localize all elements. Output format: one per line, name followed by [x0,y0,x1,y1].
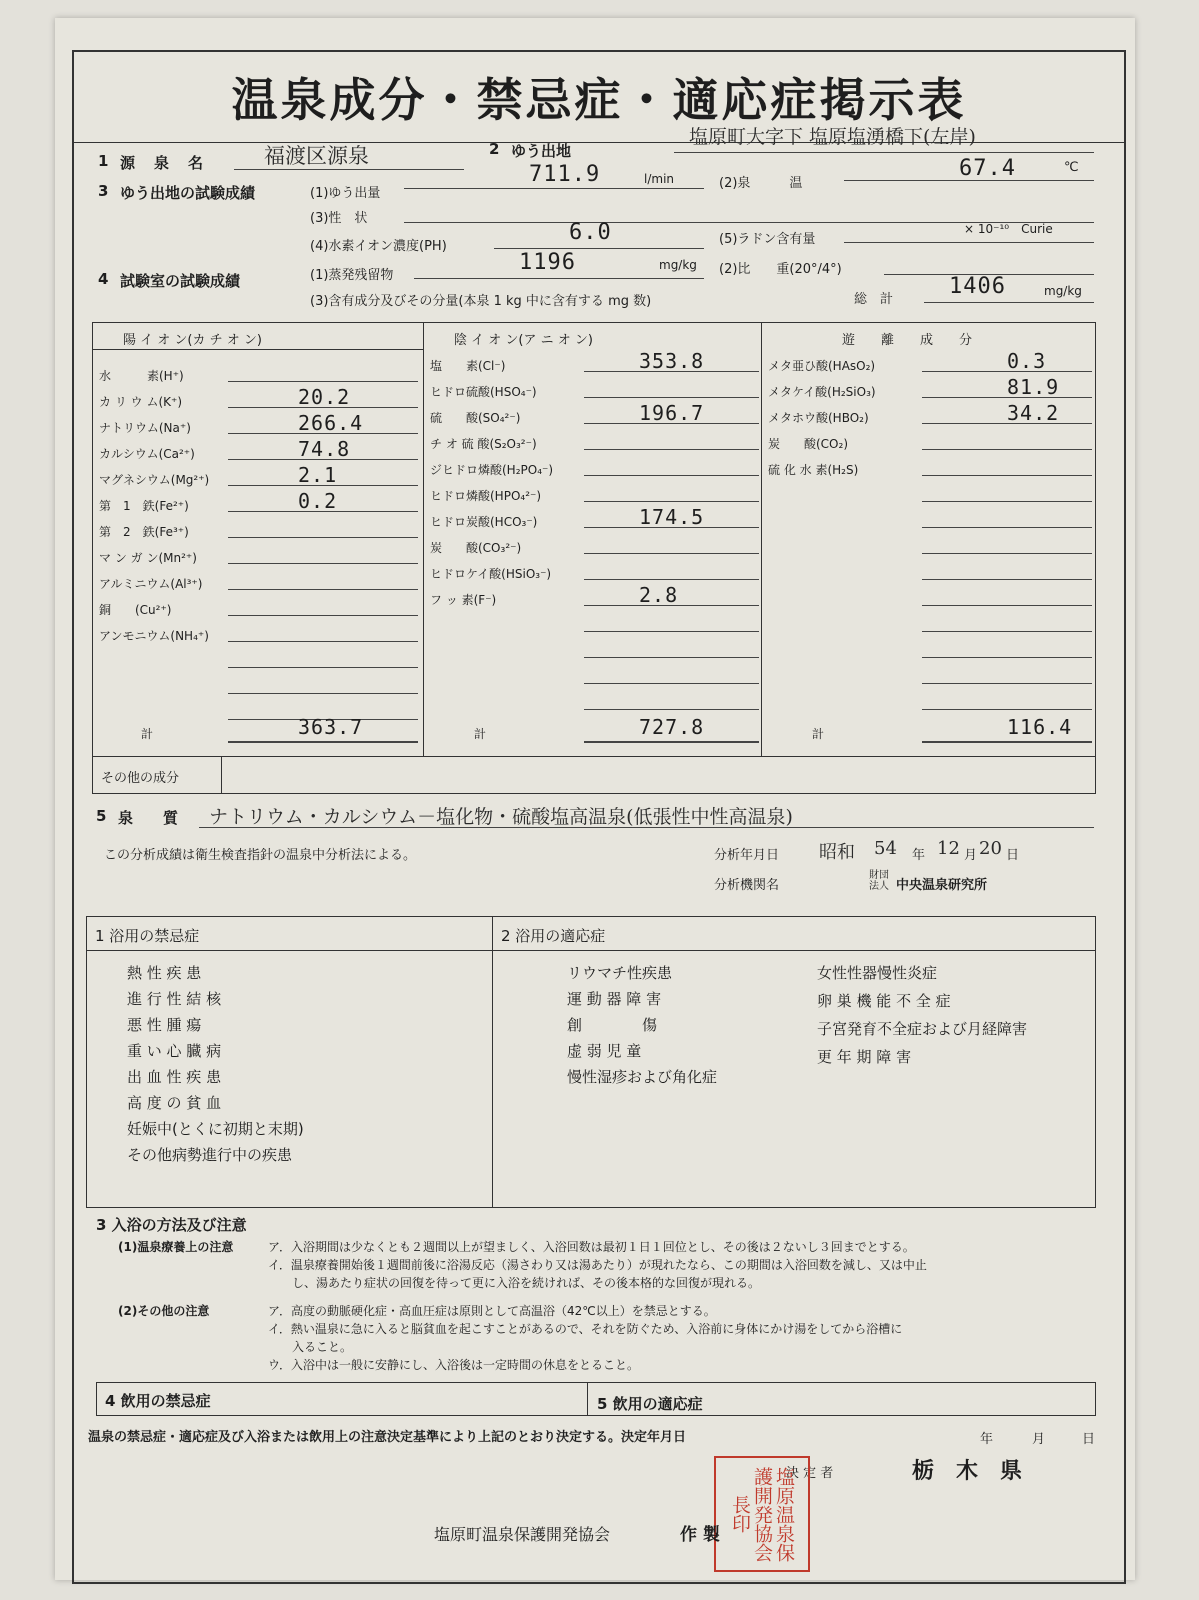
ion-underline [922,579,1092,580]
ion-underline [584,527,759,528]
ion-underline [228,641,418,642]
ion-name: 第 1 鉄(Fe²⁺) [99,499,189,513]
s4-num: 4 [98,270,109,288]
ion-total-value: 363.7 [298,715,364,739]
ion-underline [228,459,418,460]
prop-label: (3)性 状 [310,211,368,226]
ion-underline [228,485,418,486]
s5-label: 泉 質 [118,809,179,827]
indic-col1-item: 慢性湿疹および角化症 [567,1068,718,1086]
text-line: 入ること。 [268,1340,353,1354]
ion-name: メタケイ酸(H₂SiO₃) [768,385,876,399]
contra-list-item: 出 血 性 疾 患 [127,1068,222,1086]
ion-col-header: 遊 離 成 分 [842,333,973,348]
ion-underline [922,605,1092,606]
total-value: 1406 [949,274,1006,299]
ion-name: カ リ ウ ム(K⁺) [99,395,183,409]
association-seal: 塩原温泉保護開発協会長印 [714,1456,810,1572]
ion-underline [584,423,759,424]
contra-list-item: 高 度 の 貧 血 [127,1094,222,1112]
cation-column [93,323,423,756]
ion-underline [228,589,418,590]
header-divider [93,349,423,350]
bathing-sub2-text [268,1302,902,1374]
s2-num: 2 [489,140,500,158]
ion-value: 2.1 [298,463,338,487]
decision-day: 日 [1082,1432,1096,1447]
text-line: ア．高度の動脈硬化症・高血圧症は原則として高温浴（42℃以上）を禁忌とする。 [268,1304,716,1318]
year-char: 年 [912,848,926,863]
ion-underline [922,709,1092,710]
ion-underline [584,579,759,580]
ion-underline [922,449,1092,450]
ion-value: 353.8 [639,349,705,373]
ion-name: ナトリウム(Na⁺) [99,421,191,435]
ion-col-header: 陰 イ オ ン(ア ニ オ ン) [454,333,593,348]
s3-label: ゆう出地の試験成績 [120,184,256,202]
ion-value: 81.9 [1007,375,1060,399]
contra-list-item: 熱 性 疾 患 [127,964,202,982]
location: 塩原町大字下 塩原塩湧橋下(左岸) [689,126,976,148]
bathing-sub2: (2)その他の注意 [118,1304,210,1318]
indic-header: 2 浴用の適応症 [501,927,606,945]
s1-num: 1 [98,152,109,170]
ion-total-value: 116.4 [1007,715,1073,739]
content-label: (3)含有成分及びその分量(本泉 1 kg 中に含有する mg 数) [310,294,652,309]
contra-list-item: 悪 性 腫 瘍 [127,1016,202,1034]
ion-value: 266.4 [298,411,364,435]
radon-label: (5)ラドン含有量 [719,232,816,247]
drink-indic: 5 飲用の適応症 [597,1395,703,1413]
text-line: イ．温泉療養開始後１週間前後に浴湯反応（湯さわり又は湯あたり）が現れたなら、この期間は入浴回数を減し、又は中止 [268,1258,927,1272]
sg-label: (2)比 重(20°/4°) [719,262,842,277]
ion-underline [922,397,1092,398]
analysis-era: 昭和 [819,842,855,863]
drink-contra: 4 飲用の禁忌症 [105,1392,211,1410]
ion-name: マ ン ガ ン(Mn²⁺) [99,551,197,565]
decision-year: 年 [980,1432,994,1447]
anion-column [424,323,761,756]
total-label: 総 計 [854,292,894,307]
ion-name: メタ亜ひ酸(HAsO₂) [768,359,876,373]
bathing-indications-box [86,916,1096,1208]
decider-label: 決 定 者 [786,1466,834,1481]
ion-underline [228,407,418,408]
ion-name: 塩 素(Cl⁻) [430,359,506,373]
radon-unit: × 10⁻¹⁰ Curie [964,222,1053,236]
ion-underline [584,657,759,658]
decider: 栃 木 県 [912,1459,1023,1484]
ion-underline [922,631,1092,632]
ion-name: アンモニウム(NH₄⁺) [99,629,209,643]
ion-total-underline [922,741,1092,743]
temp-unit: ℃ [1064,160,1079,175]
ion-underline [584,709,759,710]
maker-suffix: 作 製 [680,1525,720,1545]
ion-name: 硫 化 水 素(H₂S) [768,463,859,477]
flow-value: 711.9 [529,162,601,187]
ion-name: ヒドロ炭酸(HCO₃⁻) [430,515,538,529]
lab-name: 中央温泉研究所 [896,878,988,893]
ph-value: 6.0 [569,220,612,245]
s4-label: 試験室の試験成績 [120,272,241,290]
ion-name: ヒドロ硫酸(HSO₄⁻) [430,385,537,399]
flow-label: (1)ゆう出量 [310,186,381,201]
lab-prefix: 財団 法人 [869,870,889,892]
analysis-month: 12 [937,838,960,859]
ion-underline [584,683,759,684]
free-column [762,323,1095,756]
ion-underline [922,475,1092,476]
flow-unit: l/min [644,172,675,186]
bathing-header: 3 入浴の方法及び注意 [96,1216,247,1234]
ion-underline [922,657,1092,658]
contra-list-item: 重 い 心 臓 病 [127,1042,222,1060]
ion-underline [228,537,418,538]
maker: 塩原町温泉保護開発協会 [434,1525,611,1544]
ion-value: 174.5 [639,505,705,529]
ion-value: 0.2 [298,489,338,513]
notice-sheet [55,18,1135,1580]
day-char: 日 [1006,848,1020,863]
contra-list-item: その他病勢進行中の疾患 [127,1146,293,1164]
ion-underline [922,527,1092,528]
ion-underline [922,553,1092,554]
ion-table [92,322,1096,794]
ph-label: (4)水素イオン濃度(PH) [310,239,447,254]
indic-col2-item: 卵 巣 機 能 不 全 症 [817,992,951,1010]
ion-underline [228,563,418,564]
ion-total-label: 計 [812,727,825,741]
ion-value: 2.8 [639,583,679,607]
ion-name: 硫 酸(SO₄²⁻) [430,411,521,425]
ion-underline [584,449,759,450]
ion-name: 第 2 鉄(Fe³⁺) [99,525,189,539]
ion-name: カルシウム(Ca²⁺) [99,447,195,461]
month-char: 月 [964,848,978,863]
page-title: 温泉成分・禁忌症・適応症掲示表 [231,73,967,127]
ion-underline [228,615,418,616]
ion-value: 196.7 [639,401,705,425]
ion-underline [922,683,1092,684]
ion-underline [922,501,1092,502]
ion-name: メタホウ酸(HBO₂) [768,411,869,425]
bathing-sub1: (1)温泉療養上の注意 [118,1240,234,1254]
indic-col1-item: 虚 弱 児 童 [567,1042,642,1060]
lab-label: 分析機関名 [714,878,780,893]
ion-underline [228,693,418,694]
contra-list-item: 進 行 性 結 核 [127,990,222,1008]
ion-underline [922,371,1092,372]
bathing-sub1-text [268,1238,927,1292]
analysis-date-label: 分析年月日 [714,848,780,863]
ion-name: マグネシウム(Mg²⁺) [99,473,210,487]
ion-underline [228,433,418,434]
ion-total-value: 727.8 [639,715,705,739]
residue-label: (1)蒸発残留物 [310,268,394,283]
temp-value: 67.4 [959,156,1016,181]
ion-value: 20.2 [298,385,351,409]
ion-underline [584,553,759,554]
residue-unit: mg/kg [659,258,697,272]
indic-col1-item: リウマチ性疾患 [567,964,673,982]
analysis-note: この分析成績は衛生検査指針の温泉中分析法による。 [104,848,417,863]
text-line: イ．熱い温泉に急に入ると脳貧血を起こすことがあるので、それを防ぐため、入浴前に身体にかけ湯をしてから浴槽に [268,1322,903,1336]
ion-name: フ ッ 素(F⁻) [430,593,497,607]
indic-col2-item: 子宮発育不全症および月経障害 [817,1020,1028,1038]
ion-underline [584,371,759,372]
other-components-label: その他の成分 [101,771,180,786]
analysis-year: 54 [874,838,897,859]
indic-col1-item: 運 動 器 障 害 [567,990,662,1008]
contra-header: 1 浴用の禁忌症 [95,927,200,945]
ion-total-underline [584,741,759,743]
spring-quality: ナトリウム・カルシウム－塩化物・硫酸塩高温泉(低張性中性高温泉) [209,806,793,828]
ion-underline [228,667,418,668]
contra-list-item: 妊娠中(とくに初期と末期) [127,1120,304,1138]
ion-underline [922,423,1092,424]
analysis-day: 20 [979,838,1002,859]
s1-label: 源 泉 名 [120,154,206,172]
decision-text: 温泉の禁忌症・適応症及び入浴または飲用上の注意決定基準により上記のとおり決定する。決定年月日 [88,1430,687,1445]
ion-total-label: 計 [141,727,154,741]
ion-name: ヒドロ燐酸(HPO₄²⁻) [430,489,542,503]
ion-underline [584,631,759,632]
ion-underline [584,605,759,606]
text-line: ア．入浴期間は少なくとも２週間以上が望ましく、入浴回数は最初１日１回位とし、その後は２ないし３回までとする。 [268,1240,915,1254]
residue-value: 1196 [519,250,576,275]
drinking-box [96,1382,1096,1416]
ion-name: 銅 (Cu²⁺) [99,603,172,617]
decision-month: 月 [1032,1432,1046,1447]
ion-underline [228,511,418,512]
total-unit: mg/kg [1044,284,1082,298]
ion-value: 0.3 [1007,349,1047,373]
ion-value: 74.8 [298,437,351,461]
ion-name: チ オ 硫 酸(S₂O₃²⁻) [430,437,537,451]
ion-name: 炭 酸(CO₃²⁻) [430,541,522,555]
text-line: し、湯あたり症状の回復を待って更に入浴を続ければ、その後本格的な回復が現れる。 [268,1276,761,1290]
ion-underline [584,501,759,502]
ion-name: ヒドロケイ酸(HSiO₃⁻) [430,567,552,581]
ion-underline [584,397,759,398]
ion-total-label: 計 [474,727,487,741]
s3-num: 3 [98,182,109,200]
s2-label: ゆう出地 [511,142,572,160]
ion-underline [584,475,759,476]
indic-col1-item: 創 傷 [567,1016,658,1034]
ion-name: アルミニウム(Al³⁺) [99,577,203,591]
spring-name: 福渡区源泉 [264,144,369,168]
ion-name: 水 素(H⁺) [99,369,184,383]
ion-total-underline [228,741,418,743]
ion-col-header: 陽 イ オ ン(カ チ オ ン) [123,333,262,348]
ion-value: 34.2 [1007,401,1060,425]
ion-underline [228,381,418,382]
text-line: ウ．入浴中は一般に安静にし、入浴後は一定時間の休息をとること。 [268,1358,640,1372]
ion-name: ジヒドロ燐酸(H₂PO₄⁻) [430,463,554,477]
s5-num: 5 [96,807,107,825]
indic-col2-item: 女性性器慢性炎症 [817,964,938,982]
indic-col2-item: 更 年 期 障 害 [817,1048,912,1066]
ion-name: 炭 酸(CO₂) [768,437,848,451]
table-frame [72,50,1126,1584]
temp-label: (2)泉 温 [719,176,803,191]
